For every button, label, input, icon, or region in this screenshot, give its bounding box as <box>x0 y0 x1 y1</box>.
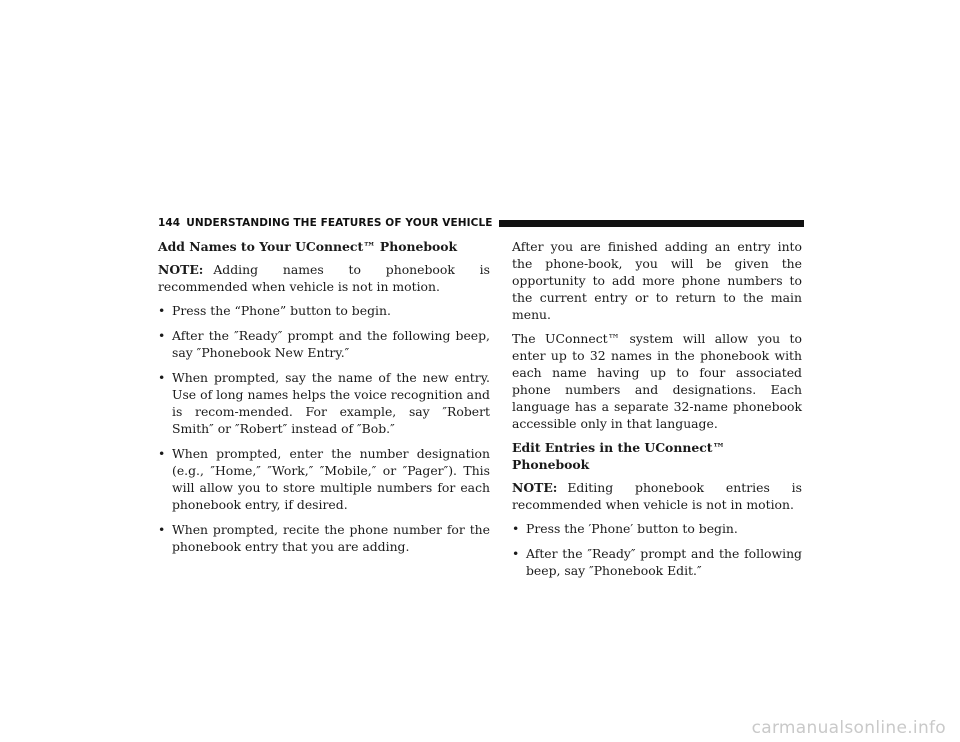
page-number: 144 <box>158 217 181 229</box>
bullet-list <box>158 302 490 555</box>
section-title: UNDERSTANDING THE FEATURES OF YOUR VEHICLE <box>186 217 493 229</box>
note-text: Adding names to phonebook is recommended when vehicle is not in motion. <box>158 262 490 294</box>
list-item: • After the ″Ready″ prompt and the following beep, say ″Phonebook New Entry.″ <box>158 328 490 360</box>
bullet-icon: • <box>158 522 166 537</box>
list-item: • Press the ′Phone′ button to begin. <box>512 521 738 536</box>
note-paragraph <box>158 261 490 295</box>
note-label: NOTE: <box>158 262 204 277</box>
section-heading-edit-entries: Edit Entries in the UConnect™ Phonebook <box>512 440 725 472</box>
body-paragraph: After you are finished adding an entry into the phone-book, you will be given the opportunity to add more phone numbers to the current entry or to return to the main menu. <box>512 239 802 322</box>
list-item: • After the ″Ready″ prompt and the following beep, say ″Phonebook Edit.″ <box>512 546 802 578</box>
right-column <box>512 238 802 587</box>
page-header <box>158 216 804 230</box>
note-label: NOTE: <box>512 480 558 495</box>
watermark: carmanualsonline.info <box>751 718 946 738</box>
bullet-icon: • <box>512 546 520 561</box>
list-item: • When prompted, recite the phone number for the phonebook entry that you are adding. <box>158 522 490 554</box>
list-item: • Press the “Phone” button to begin. <box>158 303 391 318</box>
list-item: • When prompted, say the name of the new entry. Use of long names helps the voice recognition and is recom-mended. For example, say ″Robert Smith″ or ″Robert″ instead of ″Bob.″ <box>158 370 490 436</box>
body-paragraph: The UConnect™ system will allow you to enter up to 32 names in the phonebook with each name having up to four associated phone numbers and designations. Each language has a separate 32-name phonebook accessible only in that language. <box>512 331 802 431</box>
left-column <box>158 238 490 563</box>
list-item: • When prompted, enter the number designation (e.g., ″Home,″ ″Work,″ ″Mobile,″ or ″Pager″). This will allow you to store multiple numbers for each phonebook entry, if desired. <box>158 446 490 512</box>
bullet-icon: • <box>512 521 520 536</box>
bullet-icon: • <box>158 446 166 461</box>
section-heading-add-names: Add Names to Your UConnect™ Phonebook <box>158 239 458 254</box>
note-paragraph <box>512 479 802 513</box>
bullet-icon: • <box>158 303 166 318</box>
header-rule <box>499 220 804 227</box>
bullet-list <box>512 520 802 579</box>
bullet-icon: • <box>158 370 166 385</box>
bullet-icon: • <box>158 328 166 343</box>
note-text: Editing phonebook entries is recommended when vehicle is not in motion. <box>512 480 802 512</box>
